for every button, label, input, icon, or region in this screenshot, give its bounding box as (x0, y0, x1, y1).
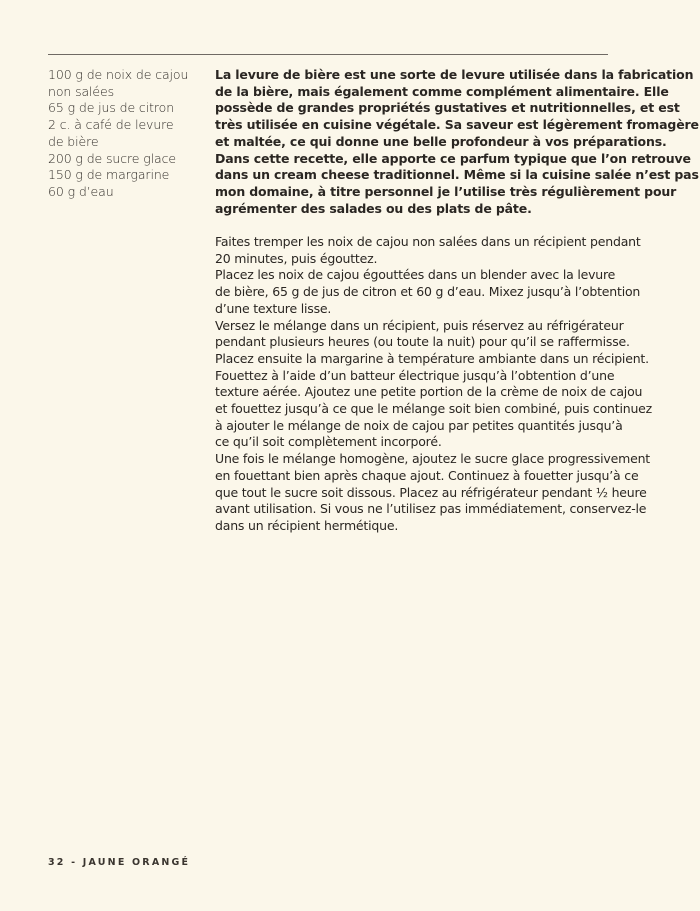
step-line: Faites tremper les noix de cajou non salées dans un récipient pendant (215, 234, 641, 250)
step-line: pendant plusieurs heures (ou toute la nuit) pour qu’il se raffermisse. (215, 334, 630, 350)
intro-line: possède de grandes propriétés gustatives et nutritionnelles, et est (215, 100, 680, 116)
step-line: ce qu’il soit complètement incorporé. (215, 434, 442, 450)
ingredient-line: 65 g de jus de citron (48, 100, 175, 116)
step-line: que tout le sucre soit dissous. Placez au réfrigérateur pendant ½ heure (215, 484, 647, 500)
ingredients-list (48, 67, 198, 201)
ingredient-line: non salées (48, 83, 115, 99)
step-line: avant utilisation. Si vous ne l’utilisez pas immédiatement, conservez-le (215, 501, 647, 517)
intro-line: agrémenter des salades ou des plats de pâte. (215, 200, 532, 216)
step-line: Fouettez à l’aide d’un batteur électrique jusqu’à l’obtention d’une (215, 367, 615, 383)
step-line: d’une texture lisse. (215, 300, 332, 316)
intro-line: dans un cream cheese traditionnel. Même si la cuisine salée n’est pas (215, 167, 699, 183)
step-line: à ajouter le mélange de noix de cajou par petites quantités jusqu’à (215, 417, 623, 433)
step-line: Placez ensuite la margarine à température ambiante dans un récipient. (215, 350, 649, 366)
step-line: Placez les noix de cajou égouttées dans un blender avec la levure (215, 267, 616, 283)
step-line: texture aérée. Ajoutez une petite portion de la crème de noix de cajou (215, 384, 643, 400)
step-line: de bière, 65 g de jus de citron et 60 g d’eau. Mixez jusqu’à l’obtention (215, 284, 641, 300)
step-line: en fouettant bien après chaque ajout. Continuez à fouetter jusqu’à ce (215, 467, 639, 483)
page-footer: 32 - JAUNE ORANGÉ (48, 857, 191, 868)
intro-line: mon domaine, à titre personnel je l’utilise très régulièrement pour (215, 183, 677, 199)
ingredient-line: 2 c. à café de levure (48, 117, 174, 133)
step-line: Versez le mélange dans un récipient, puis réservez au réfrigérateur (215, 317, 624, 333)
intro-line: La levure de bière est une sorte de levure utilisée dans la fabrication (215, 67, 694, 82)
ingredient-line: 150 g de margarine (48, 167, 170, 183)
step-line: et fouettez jusqu’à ce que le mélange soit bien combiné, puis continuez (215, 401, 653, 417)
recipe-body (215, 67, 699, 535)
intro-line: et maltée, ce qui donne une belle profondeur à vos préparations. (215, 133, 667, 149)
intro-line: Dans cette recette, elle apporte ce parfum typique que l’on retrouve (215, 150, 691, 166)
ingredient-line: de bière (48, 133, 99, 149)
ingredient-line: 100 g de noix de cajou (48, 67, 189, 82)
step-line: Une fois le mélange homogène, ajoutez le sucre glace progressivement (215, 451, 650, 467)
steps-text (215, 234, 653, 535)
step-line: 20 minutes, puis égouttez. (215, 250, 378, 266)
step-line: dans un récipient hermétique. (215, 517, 399, 533)
intro-paragraph (215, 67, 699, 217)
top-divider (48, 54, 608, 55)
intro-line: de la bière, mais également comme complément alimentaire. Elle (215, 83, 669, 99)
ingredient-line: 60 g d’eau (48, 183, 114, 199)
ingredient-line: 200 g de sucre glace (48, 150, 176, 166)
intro-line: très utilisée en cuisine végétale. Sa saveur est légèrement fromagère (215, 117, 699, 133)
